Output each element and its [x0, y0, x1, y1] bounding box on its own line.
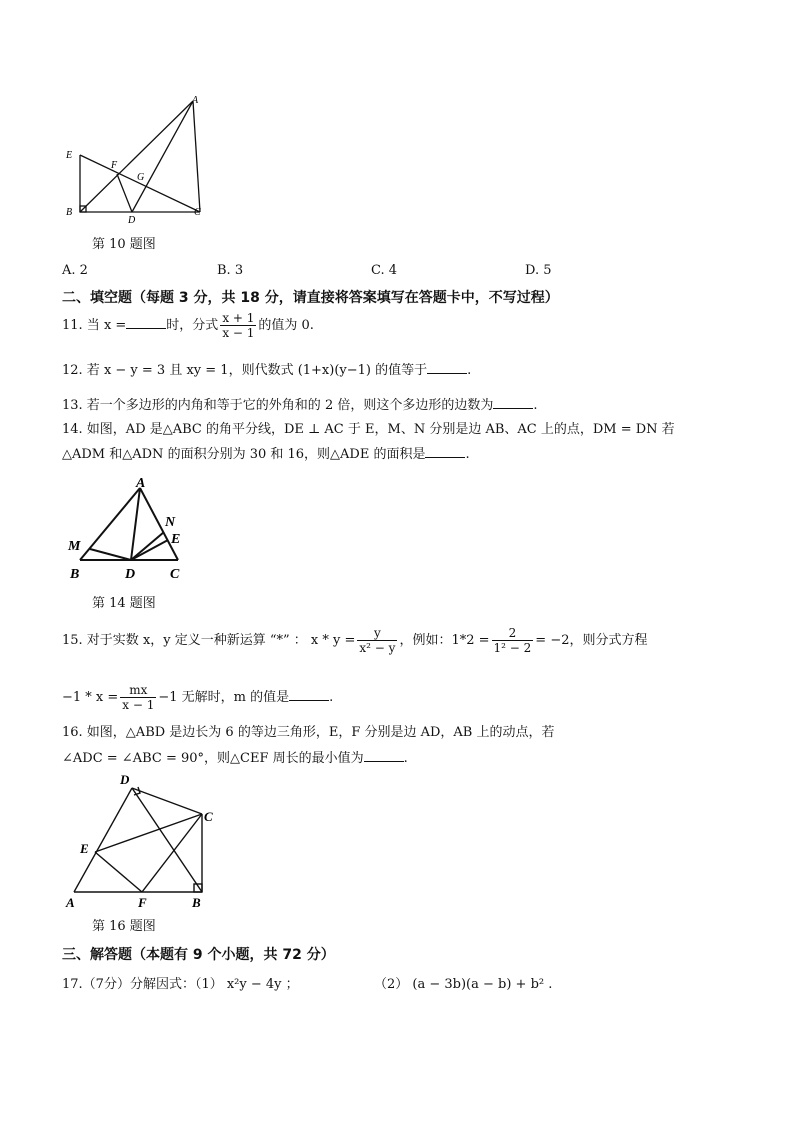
q11-numerator: x + 1 — [222, 311, 255, 325]
q14-line2: △ADM 和△ADN 的面积分别为 30 和 16，则△ADE 的面积是 — [62, 447, 426, 462]
q17-part1: 17.（7分）分解因式：（1） x²y − 4y ； — [62, 977, 299, 992]
fig14-caption: 第 14 题图 — [92, 596, 156, 611]
q10-option-a: A. 2 — [62, 263, 88, 278]
fig14-label-a: A — [136, 476, 146, 491]
fig10-label-a: A — [192, 95, 199, 106]
q15-mid: ，例如：1*2 = — [399, 633, 490, 648]
q11-pre: 11. 当 x = — [62, 318, 127, 333]
fig10-label-d: D — [128, 215, 136, 226]
q15-fraction-example — [492, 626, 534, 655]
q15-den2: 1² − 2 — [493, 641, 532, 655]
figure-14 — [60, 472, 200, 587]
q15-fraction-eq — [120, 683, 156, 712]
q12-text: 12. 若 x − y = 3 且 xy = 1，则代数式 (1+x)(y−1) 的值等于 — [62, 363, 428, 378]
fig10-label-g: G — [137, 172, 145, 183]
fig16-caption: 第 16 题图 — [92, 919, 156, 934]
question-12 — [62, 361, 471, 380]
fig16-label-c: C — [204, 809, 213, 824]
q15-line2 — [62, 683, 333, 712]
fig16-label-b: B — [192, 895, 201, 910]
q10-option-c: C. 4 — [371, 263, 398, 278]
q13-blank — [493, 396, 533, 409]
section2-heading: 二、填空题（每题 3 分，共 18 分，请直接将答案填写在答题卡中，不写过程） — [62, 290, 559, 306]
q14-line2-wrap — [62, 445, 470, 464]
q14-end: . — [465, 447, 470, 462]
q15-num2: 2 — [492, 626, 534, 641]
fig14-label-d: D — [125, 567, 136, 582]
q15-den1: x² − y — [359, 641, 396, 655]
figure-16 — [60, 770, 220, 910]
q10-option-b: B. 3 — [217, 263, 244, 278]
q17-part2: （2） (a − 3b)(a − b) + b² . — [374, 977, 553, 992]
fig14-label-b: B — [70, 567, 80, 582]
fig10-caption: 第 10 题图 — [92, 237, 156, 252]
q15-post: = −2，则分式方程 — [535, 633, 648, 648]
fig14-label-n: N — [165, 515, 176, 530]
question-11 — [62, 311, 314, 340]
fig16-label-f: F — [138, 895, 147, 910]
q11-mid: 时，分式 — [166, 318, 219, 333]
q16-end: . — [403, 751, 408, 766]
fig16-label-e: E — [80, 841, 89, 856]
q13-text: 13. 若一个多边形的内角和等于它的外角和的 2 倍，则这个多边形的边数为 — [62, 398, 494, 413]
q12-end: . — [467, 363, 472, 378]
question-13 — [62, 396, 537, 415]
q11-blank — [126, 316, 166, 329]
q12-blank — [427, 361, 467, 374]
q11-fraction — [220, 311, 256, 340]
q15-fraction-def — [357, 626, 397, 655]
fig14-label-e: E — [171, 532, 181, 547]
fig10-label-c: C — [194, 207, 201, 218]
fig16-label-a: A — [66, 895, 75, 910]
q15-blank — [289, 688, 329, 701]
q15-den3: x − 1 — [122, 698, 155, 712]
q11-denominator: x − 1 — [222, 326, 255, 340]
q16-blank — [364, 749, 404, 762]
q15-l2post: −1 无解时，m 的值是 — [158, 690, 290, 705]
fig10-label-b: B — [66, 207, 73, 218]
fig10-label-e: E — [66, 150, 73, 161]
fig16-label-d: D — [120, 772, 130, 787]
q15-num3: mx — [120, 683, 156, 698]
q10-option-d: D. 5 — [525, 263, 552, 278]
q15-l2pre: −1 * x = — [62, 690, 119, 705]
figure-10 — [60, 95, 210, 230]
q16-line1: 16. 如图，△ABD 是边长为 6 的等边三角形，E，F 分别是边 AD，AB 上的动点，若 — [62, 725, 555, 740]
q15-pre: 15. 对于实数 x，y 定义一种新运算 “*” ： x * y = — [62, 633, 356, 648]
q15-line1 — [62, 626, 648, 655]
q13-end: . — [533, 398, 538, 413]
q14-line1: 14. 如图，AD 是△ABC 的角平分线，DE ⊥ AC 于 E，M、N 分别是边 AB、AC 上的点，DM = DN 若 — [62, 422, 675, 437]
fig14-label-c: C — [170, 567, 180, 582]
q15-num1: y — [357, 626, 397, 641]
fig10-label-f: F — [111, 160, 118, 171]
q15-end: . — [329, 690, 334, 705]
q16-line2-wrap — [62, 749, 408, 768]
fig14-label-m: M — [68, 539, 81, 554]
q11-post: 的值为 0. — [258, 318, 314, 333]
q16-line2: ∠ADC = ∠ABC = 90°，则△CEF 周长的最小值为 — [62, 751, 364, 766]
q14-blank — [425, 445, 465, 458]
section3-heading: 三、解答题（本题有 9 个小题，共 72 分） — [62, 947, 335, 963]
